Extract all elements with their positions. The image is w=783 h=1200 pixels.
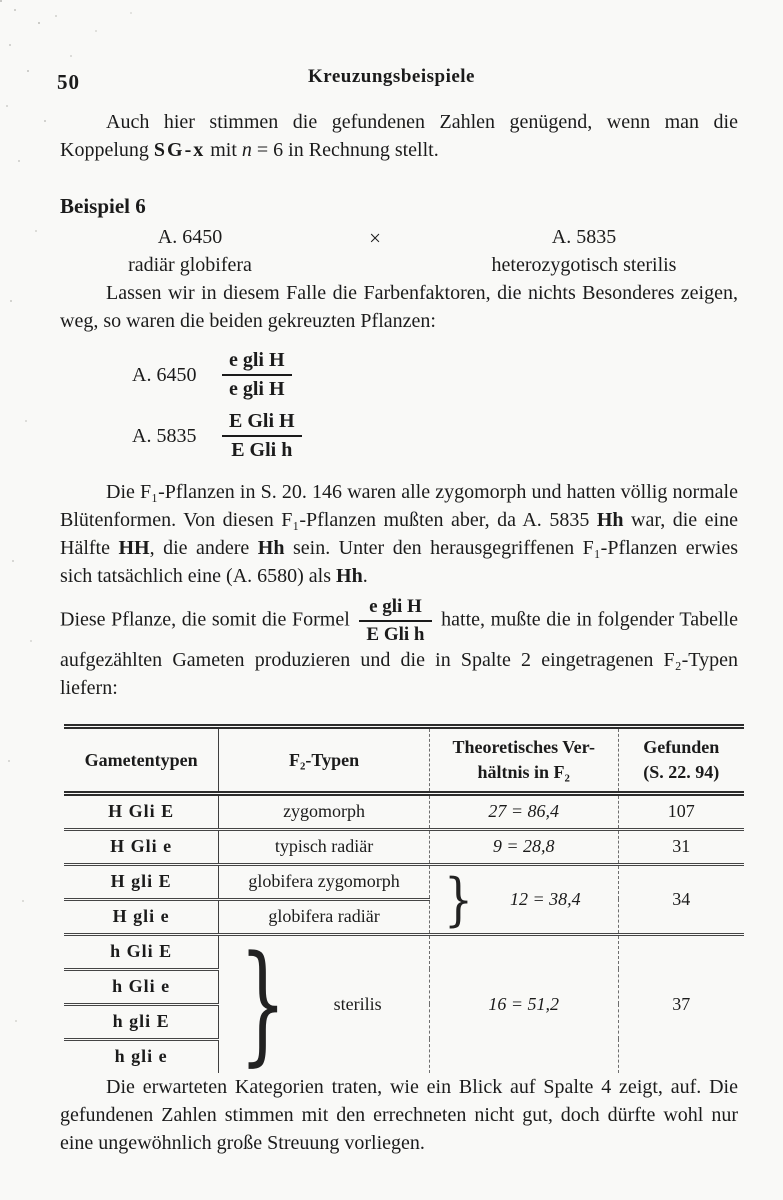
genotype-fraction [222, 349, 292, 401]
type-cell-grouped: } sterilis [219, 934, 430, 1073]
header-line: Gefunden [643, 737, 720, 758]
plant-id: A. 6450 [132, 363, 197, 386]
page-number: 50 [57, 70, 80, 94]
text-run: . [362, 565, 368, 587]
example-heading: Beispiel 6 [60, 194, 146, 218]
gamete-cell: H gli e [64, 899, 219, 934]
header-gametentypen: Gametentypen [64, 726, 219, 793]
text-run: sein. Unter den herausgegriffenen F₁-Pflanzen erwies sich tatsächlich eine (A. 6580) als [60, 537, 738, 587]
text-run: mit [205, 139, 242, 161]
f1-paragraph [60, 478, 738, 590]
found-cell: 31 [618, 829, 744, 864]
type-cell: globifera zygomorph [219, 864, 430, 899]
type-cell: zygomorph [219, 793, 430, 829]
formel-paragraph [60, 596, 738, 702]
cross-diagram [60, 223, 738, 279]
cross-operator-icon: × [369, 226, 381, 250]
ratio-cell-grouped: } 12 = 38,4 [429, 864, 618, 934]
running-head [0, 66, 783, 92]
table-row [64, 864, 744, 899]
ratio-cell: 27 = 86,4 [429, 793, 618, 829]
intro-paragraph [60, 108, 738, 164]
found-cell: 34 [618, 864, 744, 934]
ratio-cell: 16 = 51,2 [429, 934, 618, 1073]
text-run: Auch hier stimmen die gefundenen Zahlen genügend, wenn man die Koppelung [60, 111, 738, 161]
final-paragraph: Die erwarteten Kategorien traten, wie ein Blick auf Spalte 4 zeigt, auf. Die gefundenen Zahlen stimmen mit den errechneten nicht gut, doch dürfte wohl nur eine ungewöhnlich große Streuung vorliegen. [60, 1075, 738, 1154]
fraction-denominator: e gli H [229, 378, 285, 400]
fraction-denominator: E Gli h [366, 623, 425, 645]
header-gefunden [618, 726, 744, 793]
parent-right-phenotype: heterozygotisch sterilis [491, 254, 677, 276]
gene-symbol: SG-x [153, 139, 206, 161]
type-value: sterilis [333, 993, 382, 1014]
type-cell: globifera radiär [219, 899, 430, 934]
lassen-paragraph: Lassen wir in diesem Falle die Farbenfaktoren, die nichts Besonderes zeigen, weg, so waren die beiden gekreuzten Pflanzen: [60, 282, 738, 332]
table-row [64, 829, 744, 864]
gamete-cell: h gli e [64, 1039, 219, 1073]
text-run: = 6 in Rechnung stellt. [251, 139, 439, 161]
ratio-cell: 9 = 28,8 [429, 829, 618, 864]
fraction-denominator: E Gli h [231, 439, 293, 461]
type-cell: typisch radiär [219, 829, 430, 864]
found-cell: 107 [618, 793, 744, 829]
header-theoretisches-verhaeltnis [429, 726, 618, 793]
genotype-HH: HH [118, 537, 150, 559]
text-run: Die F₁-Pflanzen in S. 20. 146 waren alle zygomorph und hatten völlig normale Blütenformen. Von diesen F₁-Pflanzen mußten aber, da A. 5835 [60, 481, 738, 531]
genotype-formulas [132, 349, 738, 462]
parent-left-phenotype: radiär globifera [128, 254, 252, 276]
gamete-cell: H Gli e [64, 829, 219, 864]
results-table [64, 724, 744, 1080]
table-row [64, 793, 744, 829]
found-cell: 37 [672, 993, 691, 1014]
running-header-title: Kreuzungsbeispiele [308, 66, 475, 87]
genotype-row [132, 410, 738, 462]
text-run: hatte, mußte die in folgender Tabelle aufgezählten Gameten produzieren und die in Spalte 2 eingetragenen F₂-Typen liefern: [60, 608, 738, 699]
page-content [60, 108, 738, 1157]
gamete-cell: h gli E [64, 1004, 219, 1039]
results-table-wrap [64, 724, 738, 1080]
genotype-Hh: Hh [336, 565, 363, 587]
parent-left-id: A. 6450 [157, 226, 223, 248]
scan-speckles [0, 0, 2, 2]
genotype-Hh: Hh [596, 509, 624, 531]
inline-genotype-fraction [359, 596, 431, 646]
header-line: hältnis in F₂ [477, 761, 570, 782]
text-run: , die andere [149, 537, 258, 559]
fraction-numerator: E Gli H [222, 410, 302, 437]
header-line: Theoretisches Ver- [452, 737, 595, 758]
genotype-row [132, 349, 738, 401]
ratio-value: 12 = 38,4 [510, 888, 581, 909]
table-header [64, 726, 744, 793]
gamete-cell: H Gli E [64, 793, 219, 829]
header-f2-typen: F₂-Typen [219, 726, 430, 793]
genotype-fraction [222, 410, 302, 462]
text-run: war, die eine Hälfte [60, 509, 738, 559]
variable-n: n [241, 139, 252, 161]
fraction-numerator: e gli H [222, 349, 292, 376]
gamete-cell: h Gli E [64, 934, 219, 969]
cross-parent-left [60, 223, 320, 279]
header-line: (S. 22. 94) [643, 761, 720, 782]
fraction-numerator: e gli H [359, 596, 431, 622]
genotype-Hh: Hh [257, 537, 285, 559]
table-row [64, 934, 744, 969]
cross-parent-right [430, 223, 738, 279]
text-run: Diese Pflanze, die somit die Formel [60, 608, 356, 631]
plant-id: A. 5835 [132, 424, 197, 447]
gamete-cell: H gli E [64, 864, 219, 899]
parent-right-id: A. 5835 [551, 226, 617, 248]
gamete-cell: h Gli e [64, 969, 219, 1004]
